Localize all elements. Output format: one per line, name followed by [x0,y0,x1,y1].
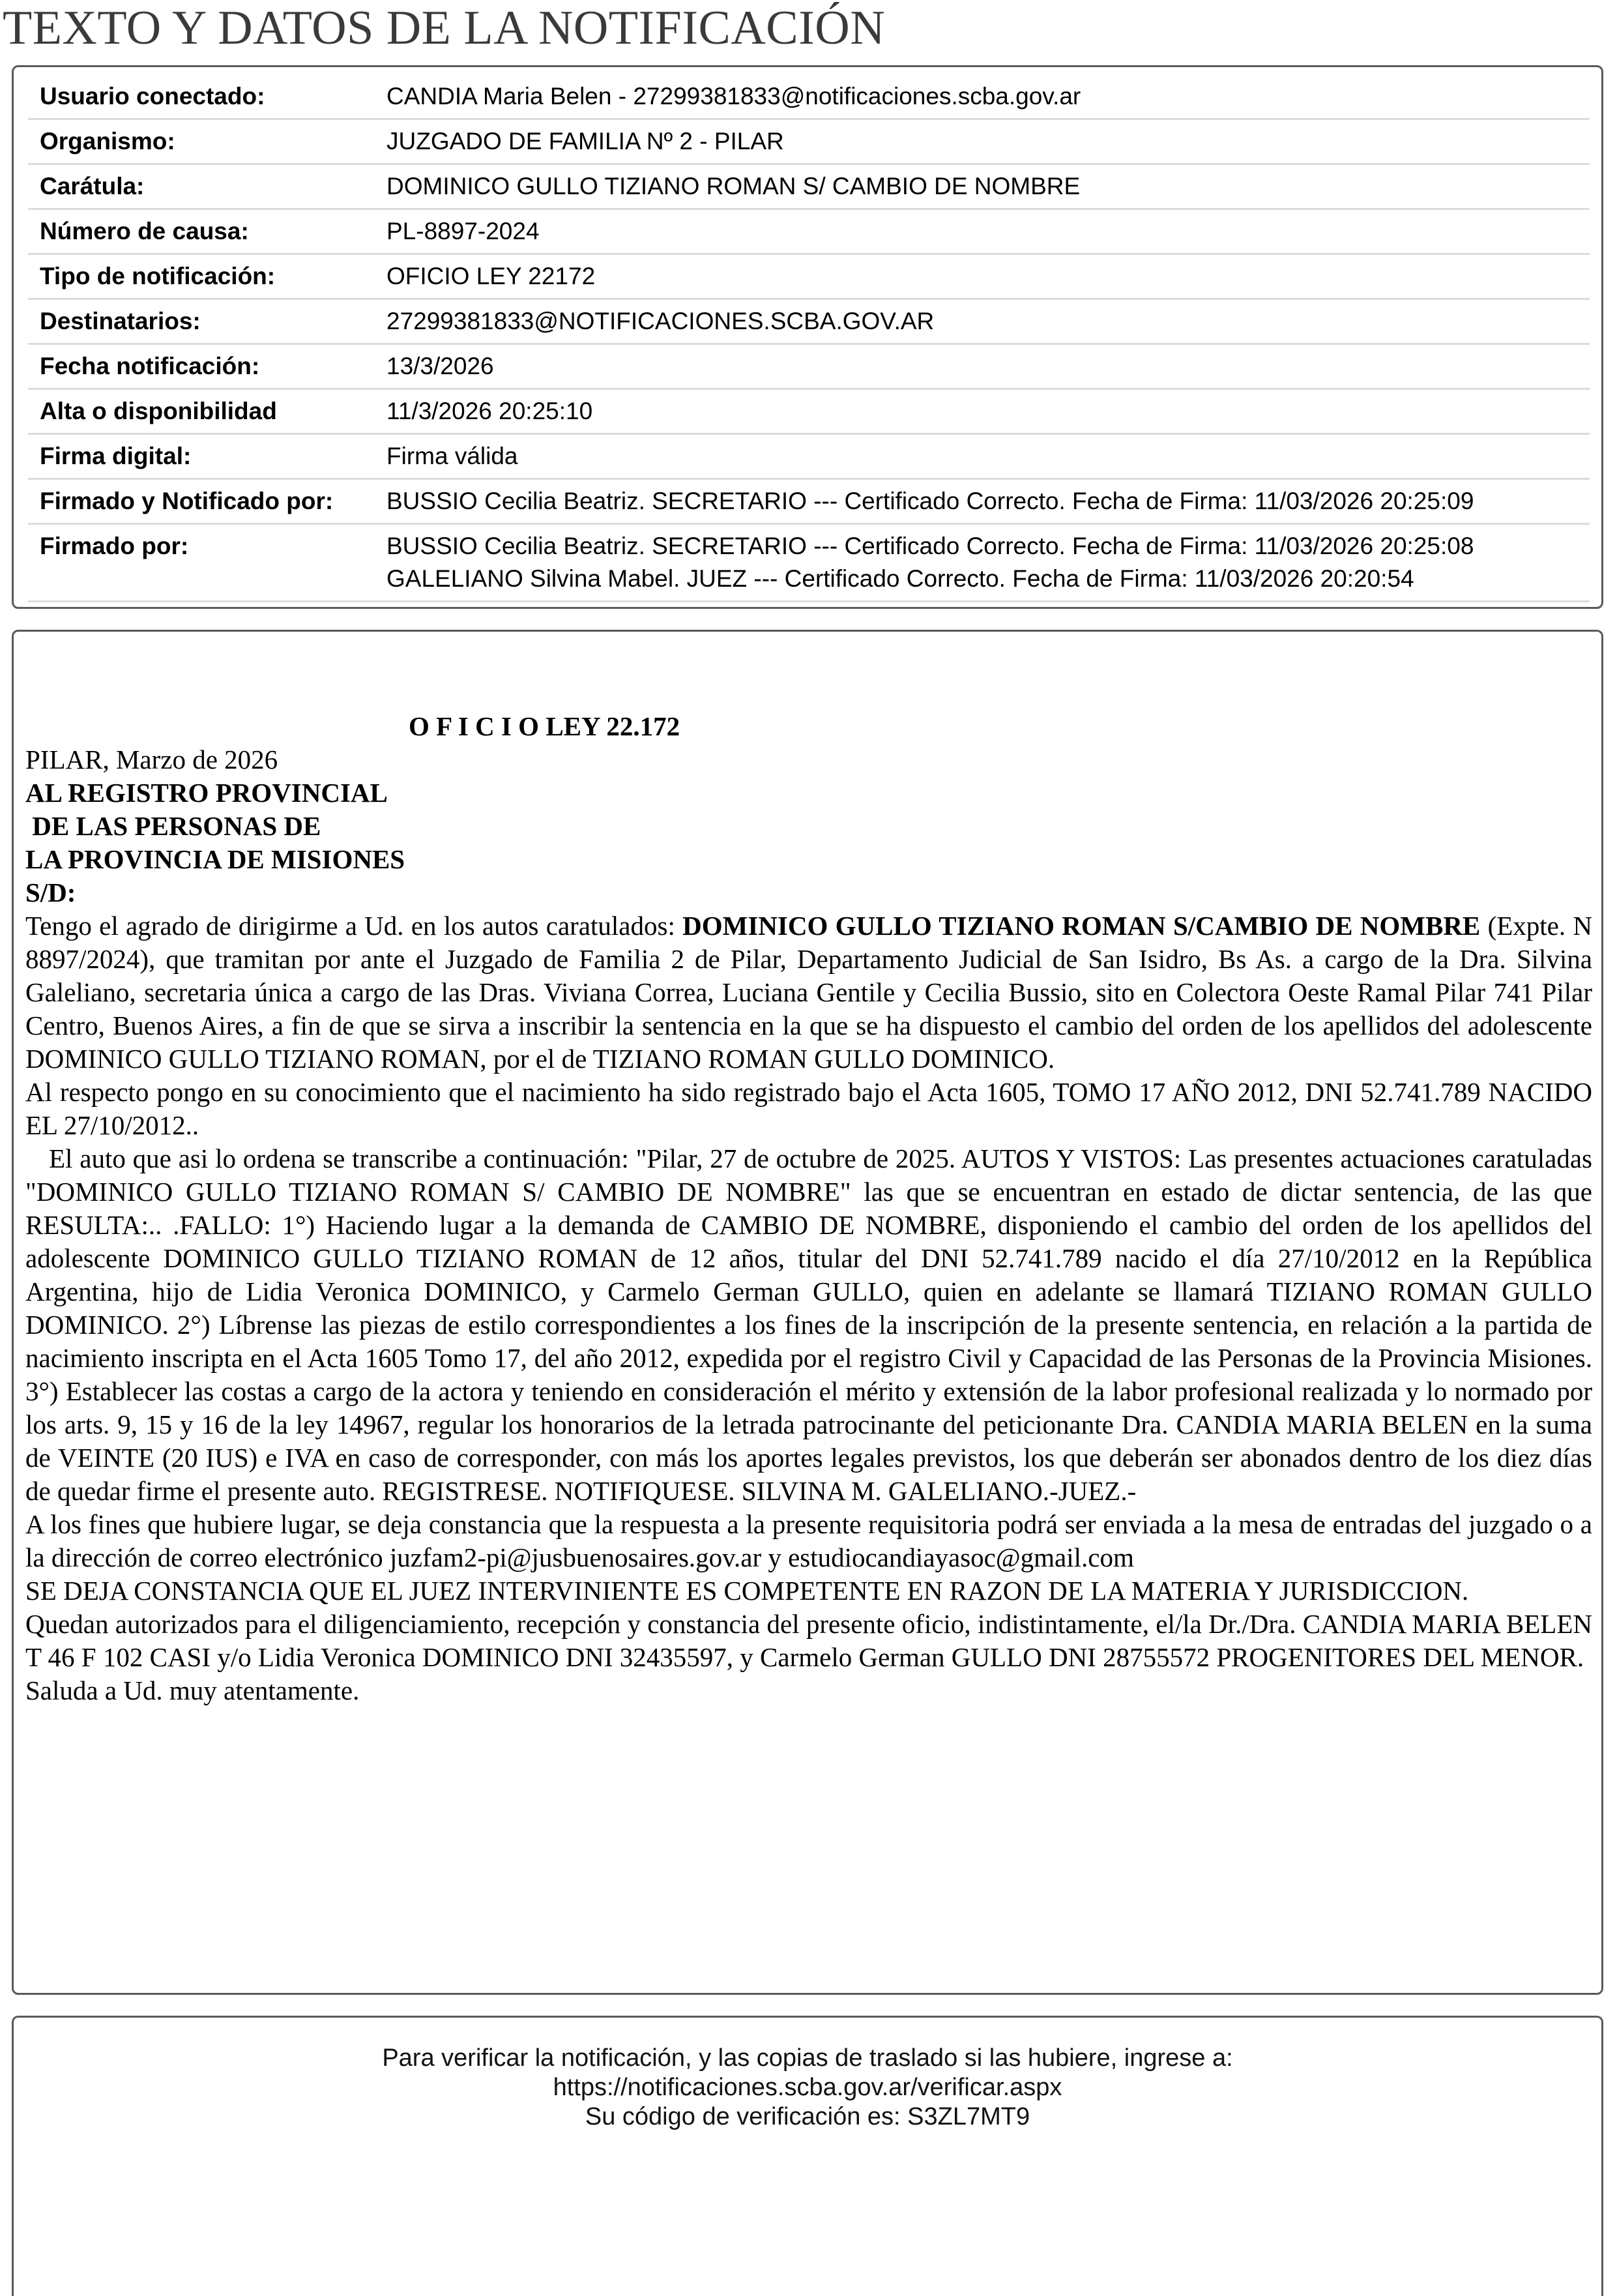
metadata-label: Organismo: [40,128,175,155]
document-heading: O F I C I O LEY 22.172 [409,711,680,741]
verification-code: Su código de verificación es: S3ZL7MT9 [585,2103,1030,2130]
metadata-label: Destinatarios: [40,308,201,334]
notification-metadata-panel [12,65,1603,609]
oficio-document [25,710,1592,1707]
metadata-label: Alta o disponibilidad [40,398,277,424]
metadata-value: CANDIA Maria Belen - 27299381833@notificaciones.scba.gov.ar [386,83,1081,110]
metadata-label: Usuario conectado: [40,83,265,110]
metadata-row [28,210,1590,255]
addressee-line: AL REGISTRO PROVINCIAL [25,778,388,808]
metadata-row [28,480,1590,525]
document-body-panel [12,630,1603,1995]
paragraph-authorized: Quedan autorizados para el diligenciamiento, recepción y constancia del presente oficio, indistintamente, el/la Dr./Dra. CANDIA MARIA BELEN T 46 F 102 CASI y/o Lidia Veronica DOMINICO DNI 32435597, y Carmelo German GULLO DNI 28755572 PROGENITORES DEL MENOR. [25,1609,1592,1672]
metadata-value: 27299381833@NOTIFICACIONES.SCBA.GOV.AR [386,308,935,334]
paragraph-competence: SE DEJA CONSTANCIA QUE EL JUEZ INTERVINIENTE ES COMPETENTE EN RAZON DE LA MATERIA Y JURISDICCION. [25,1576,1469,1606]
addressee-line: S/D: [25,877,76,907]
metadata-row [28,390,1590,435]
metadata-table [28,75,1590,602]
metadata-value: 13/3/2026 [386,353,494,379]
paragraph-birth-record: Al respecto pongo en su conocimiento que el nacimiento ha sido registrado bajo el Acta 1605, TOMO 17 AÑO 2012, DNI 52.741.789 NACIDO EL 27/10/2012.. [25,1077,1592,1140]
addressee-line: DE LAS PERSONAS DE [25,811,321,841]
metadata-label: Carátula: [40,173,145,199]
metadata-value: OFICIO LEY 22172 [386,263,596,289]
metadata-label: Tipo de notificación: [40,263,276,289]
metadata-row [28,525,1590,602]
paragraph-closing: Saluda a Ud. muy atentamente. [25,1675,360,1705]
verification-url[interactable]: https://notificaciones.scba.gov.ar/verificar.aspx [553,2074,1062,2101]
metadata-row [28,345,1590,390]
metadata-row [28,75,1590,120]
metadata-label: Firma digital: [40,443,192,469]
metadata-value: Firma válida [386,443,518,469]
place-date: PILAR, Marzo de 2026 [25,744,278,774]
metadata-row [28,120,1590,165]
paragraph-ruling: El auto que asi lo ordena se transcribe a continuación: "Pilar, 27 de octubre de 2025. AUTOS Y VISTOS: Las presentes actuaciones caratuladas "DOMINICO GULLO TIZIANO ROMAN S/ CAMBIO DE NOMBRE" las que se encuentran en estado de dictar sentencia, de las que RESULTA:.. .FALLO: 1°) Haciendo lugar a la demanda de CAMBIO DE NOMBRE, disponiendo el cambio del orden de los apellidos del adolescente DOMINICO GULLO TIZIANO ROMAN de 12 años, titular del DNI 52.741.789 nacido el día 27/10/2012 en la República Argentina, hijo de Lidia Veronica DOMINICO, y Carmelo German GULLO, quien en adelante se llamará TIZIANO ROMAN GULLO DOMINICO. 2°) Líbrense las piezas de estilo correspondientes a los fines de la inscripción de la presente sentencia, en relación a la partida de nacimiento inscripta en el Acta 1605 Tomo 17, del año 2012, expedida por el registro Civil y Capacidad de las Personas de la Provincia Misiones. 3°) Establecer las costas a cargo de la actora y teniendo en consideración el mérito y extensión de la labor profesional realizada y lo normado por los arts. 9, 15 y 16 de la ley 14967, regular los honorarios de la letrada patrocinante del peticionante Dra. CANDIA MARIA BELEN en la suma de VEINTE (20 IUS) e IVA en caso de corresponder, con más los aportes legales previstos, los que deberán ser abonados dentro de los diez días de quedar firme el presente auto. REGISTRESE. NOTIFIQUESE. SILVINA M. GALELIANO.-JUEZ.- [25,1143,1592,1506]
metadata-value: PL-8897-2024 [386,218,540,244]
page-title: TEXTO Y DATOS DE LA NOTIFICACIÓN [3,1,886,55]
verification-text [14,2044,1601,2132]
metadata-value: BUSSIO Cecilia Beatriz. SECRETARIO --- Certificado Correcto. Fecha de Firma: 11/03/2026 20:25:08 GALELIANO Silvina Mabel. JUEZ --- Certificado Correcto. Fecha de Firma: 11/03/2026 20:20:54 [386,533,1474,592]
metadata-row [28,165,1590,210]
metadata-label: Fecha notificación: [40,353,260,379]
metadata-row [28,300,1590,345]
addressee-line: LA PROVINCIA DE MISIONES [25,844,405,874]
metadata-value: BUSSIO Cecilia Beatriz. SECRETARIO --- Certificado Correcto. Fecha de Firma: 11/03/2026 20:25:09 [386,488,1474,514]
verification-instruction: Para verificar la notificación, y las copias de traslado si las hubiere, ingrese a: [382,2044,1233,2072]
metadata-value: DOMINICO GULLO TIZIANO ROMAN S/ CAMBIO DE NOMBRE [386,173,1081,199]
metadata-row [28,435,1590,480]
metadata-label: Número de causa: [40,218,249,244]
verification-panel [12,2016,1603,2296]
metadata-label: Firmado por: [40,533,189,559]
metadata-row [28,255,1590,300]
metadata-value: 11/3/2026 20:25:10 [386,398,593,424]
metadata-value: JUZGADO DE FAMILIA Nº 2 - PILAR [386,128,784,155]
paragraph-response: A los fines que hubiere lugar, se deja constancia que la respuesta a la presente requisitoria podrá ser enviada a la mesa de entradas del juzgado o a la dirección de correo electrónico juzfam2-pi@jusbuenosaires.gov.ar y estudiocandiayasoc@gmail.com [25,1509,1592,1572]
paragraph-intro: Tengo el agrado de dirigirme a Ud. en los autos caratulados: DOMINICO GULLO TIZIANO ROMAN S/CAMBIO DE NOMBRE (Expte. N 8897/2024), que tramitan por ante el Juzgado de Familia 2 de Pilar, Departamento Judicial de San Isidro, Bs As. a cargo de la Dra. Silvina Galeliano, secretaria única a cargo de las Dras. Viviana Correa, Luciana Gentile y Cecilia Bussio, sito en Colectora Oeste Ramal Pilar 741 Pilar Centro, Buenos Aires, a fin de que se sirva a inscribir la sentencia en la que se ha dispuesto el cambio del orden de los apellidos del adolescente DOMINICO GULLO TIZIANO ROMAN, por el de TIZIANO ROMAN GULLO DOMINICO. [25,911,1592,1074]
metadata-label: Firmado y Notificado por: [40,488,334,514]
